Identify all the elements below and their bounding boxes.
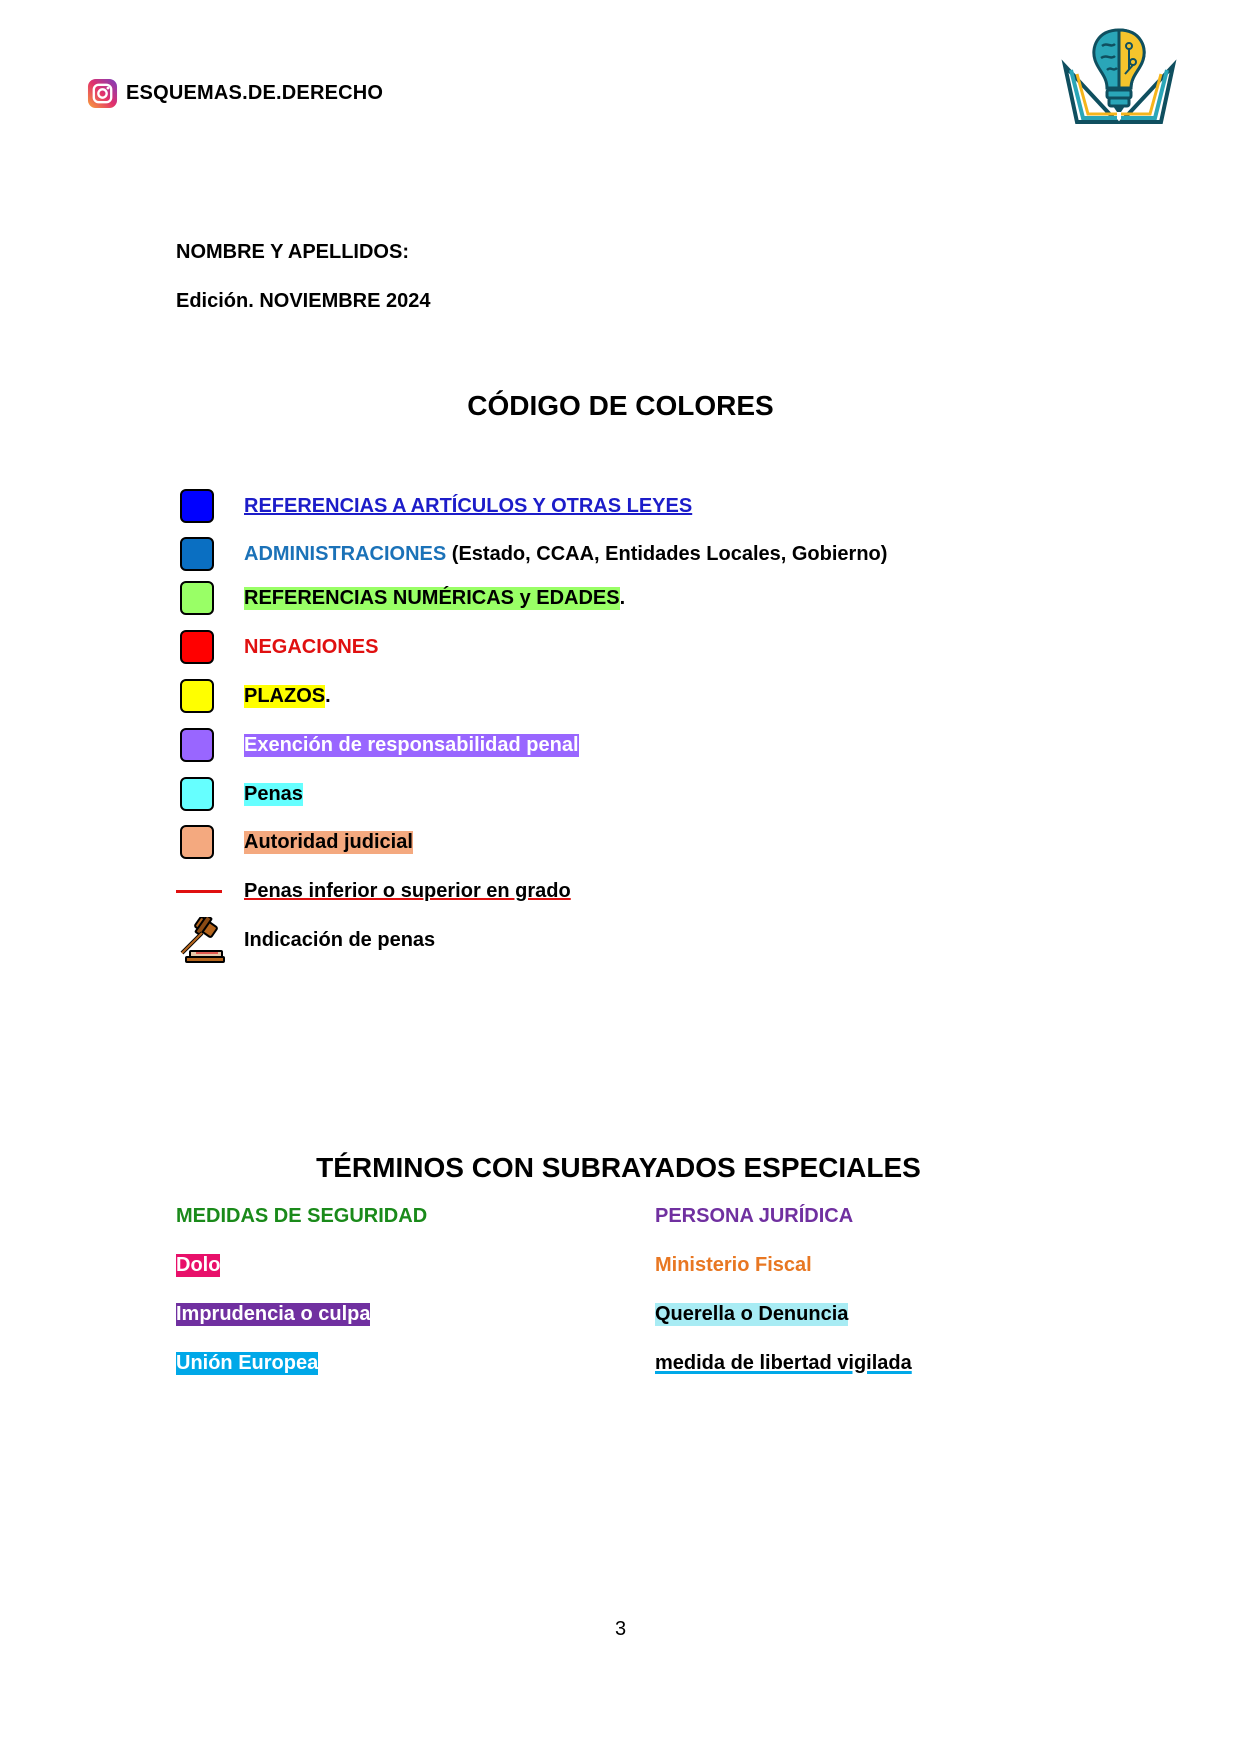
special-terms-title: TÉRMINOS CON SUBRAYADOS ESPECIALES — [316, 1152, 921, 1183]
green-swatch — [180, 581, 214, 615]
term-supervised-liberty: medida de libertad vigilada — [655, 1352, 912, 1374]
term-dolo: Dolo — [176, 1254, 221, 1276]
term-security-measures: MEDIDAS DE SEGURIDAD — [176, 1205, 428, 1227]
legend-item-administrations — [180, 534, 887, 574]
name-label: NOMBRE Y APELLIDOS: — [176, 241, 409, 263]
legend-item-numeric — [180, 578, 625, 618]
legend-label: Penas inferior o superior en grado — [244, 879, 571, 902]
legend-label: REFERENCIAS NUMÉRICAS y EDADES — [244, 586, 620, 609]
legend-item-exemption — [180, 725, 579, 765]
yellow-swatch — [180, 679, 214, 713]
legend-item-grade-penalties — [176, 871, 571, 911]
legend-label: Autoridad judicial — [244, 830, 413, 853]
legend-suffix: . — [325, 684, 331, 707]
blue-swatch — [180, 489, 214, 523]
purple-swatch — [180, 728, 214, 762]
legend-item-references — [180, 486, 692, 526]
color-code-title: CÓDIGO DE COLORES — [467, 390, 774, 421]
legend-suffix: (Estado, CCAA, Entidades Locales, Gobierno) — [446, 542, 888, 565]
red-swatch — [180, 630, 214, 664]
legend-label: Exención de responsabilidad penal — [244, 733, 579, 756]
legend-label: REFERENCIAS A ARTÍCULOS Y OTRAS LEYES — [244, 494, 693, 517]
page-number: 3 — [614, 1618, 627, 1640]
salmon-swatch — [180, 825, 214, 859]
gavel-icon — [176, 917, 226, 963]
legend-label: PLAZOS — [244, 684, 326, 707]
term-negligence: Imprudencia o culpa — [176, 1303, 371, 1325]
legend-label: ADMINISTRACIONES — [244, 542, 447, 565]
legend-label: NEGACIONES — [244, 635, 379, 658]
cyan-swatch — [180, 777, 214, 811]
legend-label: Penas — [244, 782, 303, 805]
legend-item-judicial-authority — [180, 822, 413, 862]
legend-item-deadlines — [180, 676, 331, 716]
dark-blue-swatch — [180, 537, 214, 571]
brain-bulb-book-logo-icon — [1057, 26, 1181, 128]
term-public-prosecutor: Ministerio Fiscal — [655, 1254, 812, 1276]
edition-label: Edición. NOVIEMBRE 2024 — [176, 290, 431, 312]
term-european-union: Unión Europea — [176, 1352, 319, 1374]
instagram-icon — [87, 78, 118, 109]
term-complaint: Querella o Denuncia — [655, 1303, 849, 1325]
header-brand — [87, 78, 383, 109]
legend-item-negations — [180, 627, 378, 667]
legend-item-penalty-indication — [176, 920, 435, 960]
legend-suffix: . — [619, 586, 626, 609]
term-legal-person: PERSONA JURÍDICA — [655, 1205, 854, 1227]
legend-item-penalties — [180, 774, 303, 814]
legend-label: Indicación de penas — [244, 928, 436, 951]
brand-name: ESQUEMAS.DE.DERECHO — [126, 82, 384, 104]
red-underline-sample — [176, 890, 222, 893]
